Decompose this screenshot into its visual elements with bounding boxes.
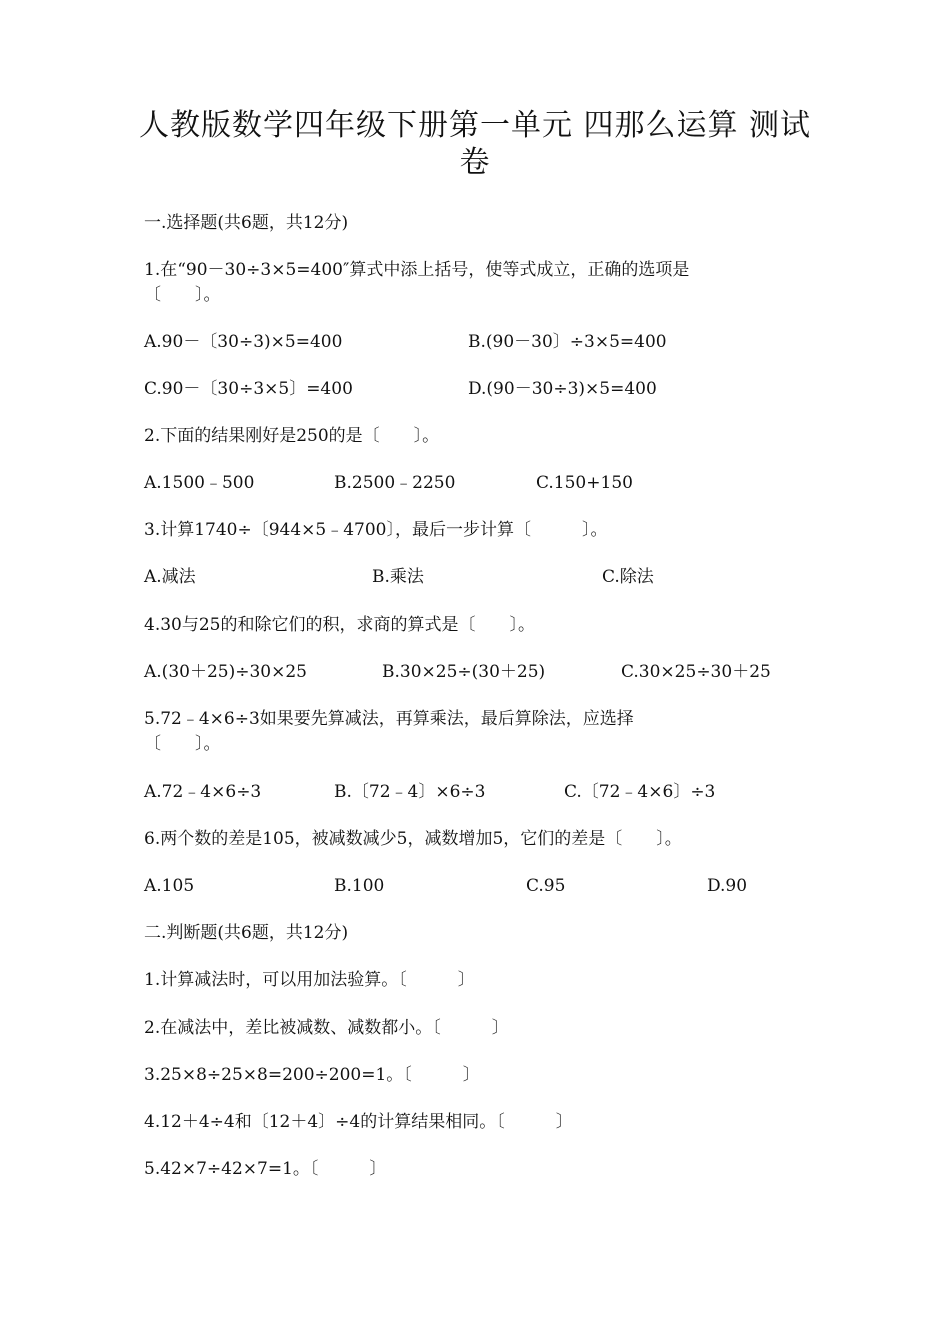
exam-title-line2: 卷 xyxy=(459,145,491,180)
option-c: C.〔72﹣4×6〕÷3 xyxy=(564,782,716,802)
option-d: D.(90－30÷3)×5=400 xyxy=(468,379,657,399)
question-text: 2.下面的结果刚好是250的是〔 〕。 xyxy=(144,426,440,446)
option-c: C.除法 xyxy=(602,567,654,587)
option-d: D.90 xyxy=(707,876,748,896)
option-a: A.90－〔30÷3)×5=400 xyxy=(144,332,343,352)
option-c: C.95 xyxy=(526,876,566,896)
judgement-question: 2.在减法中，差比被减数、减数都小。〔 〕 xyxy=(144,1018,509,1038)
question-text: 6.两个数的差是105，被减数减少5，减数增加5，它们的差是〔 〕。 xyxy=(144,829,682,849)
option-b: B.100 xyxy=(334,876,385,896)
option-c: C.150+150 xyxy=(536,473,633,493)
question-text-cont: 〔 〕。 xyxy=(144,734,221,754)
question-text: 4.30与25的和除它们的积，求商的算式是〔 〕。 xyxy=(144,615,535,635)
option-a: A.(30＋25)÷30×25 xyxy=(144,662,307,682)
option-c: C.90－〔30÷3×5〕=400 xyxy=(144,379,353,399)
option-b: B.(90－30〕÷3×5=400 xyxy=(468,332,667,352)
section1-heading: 一.选择题(共6题，共12分) xyxy=(144,213,349,233)
option-a: A.1500﹣500 xyxy=(144,473,255,493)
exam-title-line1: 人教版数学四年级下册第一单元 四那么运算 测试 xyxy=(138,108,812,143)
option-c: C.30×25÷30＋25 xyxy=(621,662,771,682)
judgement-question: 3.25×8÷25×8=200÷200=1。〔 〕 xyxy=(144,1065,480,1085)
section2-heading: 二.判断题(共6题，共12分) xyxy=(144,923,349,943)
option-a: A.72﹣4×6÷3 xyxy=(144,782,262,802)
judgement-question: 1.计算减法时，可以用加法验算。〔 〕 xyxy=(144,970,475,990)
judgement-question: 4.12＋4÷4和〔12＋4〕÷4的计算结果相同。〔 〕 xyxy=(144,1112,573,1132)
option-b: B.乘法 xyxy=(372,567,424,587)
option-a: A.减法 xyxy=(144,567,196,587)
question-text: 5.72﹣4×6÷3如果要先算减法，再算乘法，最后算除法，应选择 xyxy=(144,709,634,729)
option-b: B.〔72﹣4〕×6÷3 xyxy=(334,782,486,802)
option-b: B.2500﹣2250 xyxy=(334,473,456,493)
option-a: A.105 xyxy=(144,876,195,896)
judgement-question: 5.42×7÷42×7=1。〔 〕 xyxy=(144,1159,387,1179)
question-text-cont: 〔 〕。 xyxy=(144,285,221,305)
option-b: B.30×25÷(30＋25) xyxy=(382,662,546,682)
question-text: 1.在“90－30÷3×5=400″算式中添上括号，使等式成立，正确的选项是 xyxy=(144,260,690,280)
question-text: 3.计算1740÷〔944×5﹣4700〕，最后一步计算〔 〕。 xyxy=(144,520,608,540)
